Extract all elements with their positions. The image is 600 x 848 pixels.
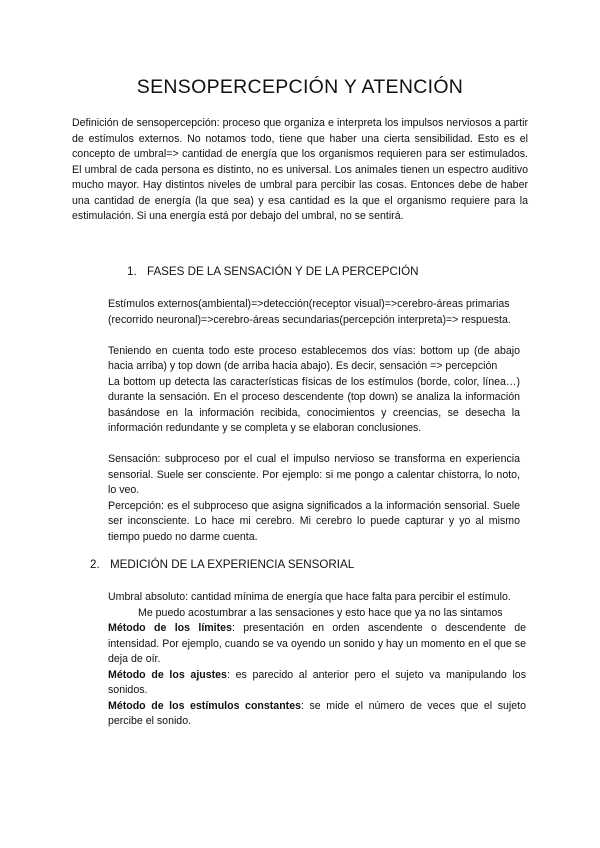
metodo-limites-text: : presentación en orden ascendente o descendente de intensidad. Por ejemplo, cuando se va oyendo un sonido y hay un momento en el que se deja de oír. xyxy=(108,622,526,665)
section-2-title: MEDICIÓN DE LA EXPERIENCIA SENSORIAL xyxy=(110,558,355,571)
acostumbrar-paragraph: Me puedo acostumbrar a las sensaciones y esto hace que ya no las sintamos xyxy=(138,606,503,619)
process-chain-paragraph: Estímulos externos(ambiental)=>detección(receptor visual)=>cerebro-áreas primarias (recorrido neuronal)=>cerebro-áreas secundarias(percepción interpreta)=> respuesta. xyxy=(108,298,511,326)
metodo-ajustes-term: Método de los ajustes xyxy=(108,668,227,681)
section-2-heading xyxy=(90,558,354,571)
intro-paragraph xyxy=(72,116,528,225)
umbral-absoluto-paragraph: Umbral absoluto: cantidad mínima de energía que hace falta para percibir el estímulo. xyxy=(108,591,511,603)
section-2-number: 2. xyxy=(90,558,100,571)
metodo-estimulos-text: : se mide el número de veces que el sujeto percibe el sonido. xyxy=(108,699,526,727)
percepcion-paragraph: Percepción: es el subproceso que asigna significados a la información sensorial. Suele ser inconsciente. Lo hace mi cerebro. Mi cerebro lo puede capturar y yo al mismo tiempo puedo no darme cuenta. xyxy=(108,499,520,543)
metodo-estimulos-term: Método de los estímulos constantes xyxy=(108,699,301,712)
metodo-ajustes-paragraph xyxy=(108,668,526,699)
metodo-limites-paragraph xyxy=(108,621,526,668)
metodo-ajustes-text: : es parecido al anterior pero el sujeto va manipulando los sonidos. xyxy=(108,668,526,696)
sensacion-paragraph: Sensación: subproceso por el cual el impulso nervioso se transforma en experiencia sensorial. Suele ser consciente. Por ejemplo: si me pongo a calentar chistorra, lo noto, lo veo. xyxy=(108,453,520,496)
intro-text: Definición de sensopercepción: proceso que organiza e interpreta los impulsos nerviosos a partir de estímulos externos. No notamos todo, tiene que haber una cierta sensibilidad. Esto es el concepto de umbral=> cantidad de energía que los organismos requieren para ser estimulados. El umbral de cada persona es distinto, no es universal. Los animales tienen un espectro auditivo mucho mayor. Hay distintos niveles de umbral para percibir las cosas. Entonces debe de haber una cantidad de energía (la que sea) y esa cantidad es la que el organismo requiere para la estimulación. Si una energía está por debajo del umbral, no se sentirá. xyxy=(72,117,528,222)
section-1-number: 1. xyxy=(127,265,137,278)
metodo-estimulos-paragraph xyxy=(108,699,526,730)
bottom-up-paragraph: La bottom up detecta las características físicas de los estímulos (borde, color, línea…) durante la sensación. En el proceso descendente (top down) se analiza la información basándose en la información recibida, conocimientos y creencias, se desecha la información redundante y se completa y se elaboran conclusiones. xyxy=(108,375,520,434)
section-1-title: FASES DE LA SENSACIÓN Y DE LA PERCEPCIÓN xyxy=(147,265,419,278)
metodo-limites-term: Método de los límites xyxy=(108,622,232,634)
page-title: SENSOPERCEPCIÓN Y ATENCIÓN xyxy=(136,76,464,98)
section-1-heading xyxy=(127,265,418,278)
two-paths-paragraph: Teniendo en cuenta todo este proceso establecemos dos vías: bottom up (de abajo hacia arriba) y top down (de arriba hacia abajo). Es decir, sensación => percepción xyxy=(108,344,520,372)
section-2-body xyxy=(108,590,526,730)
section-1-body xyxy=(108,297,520,545)
